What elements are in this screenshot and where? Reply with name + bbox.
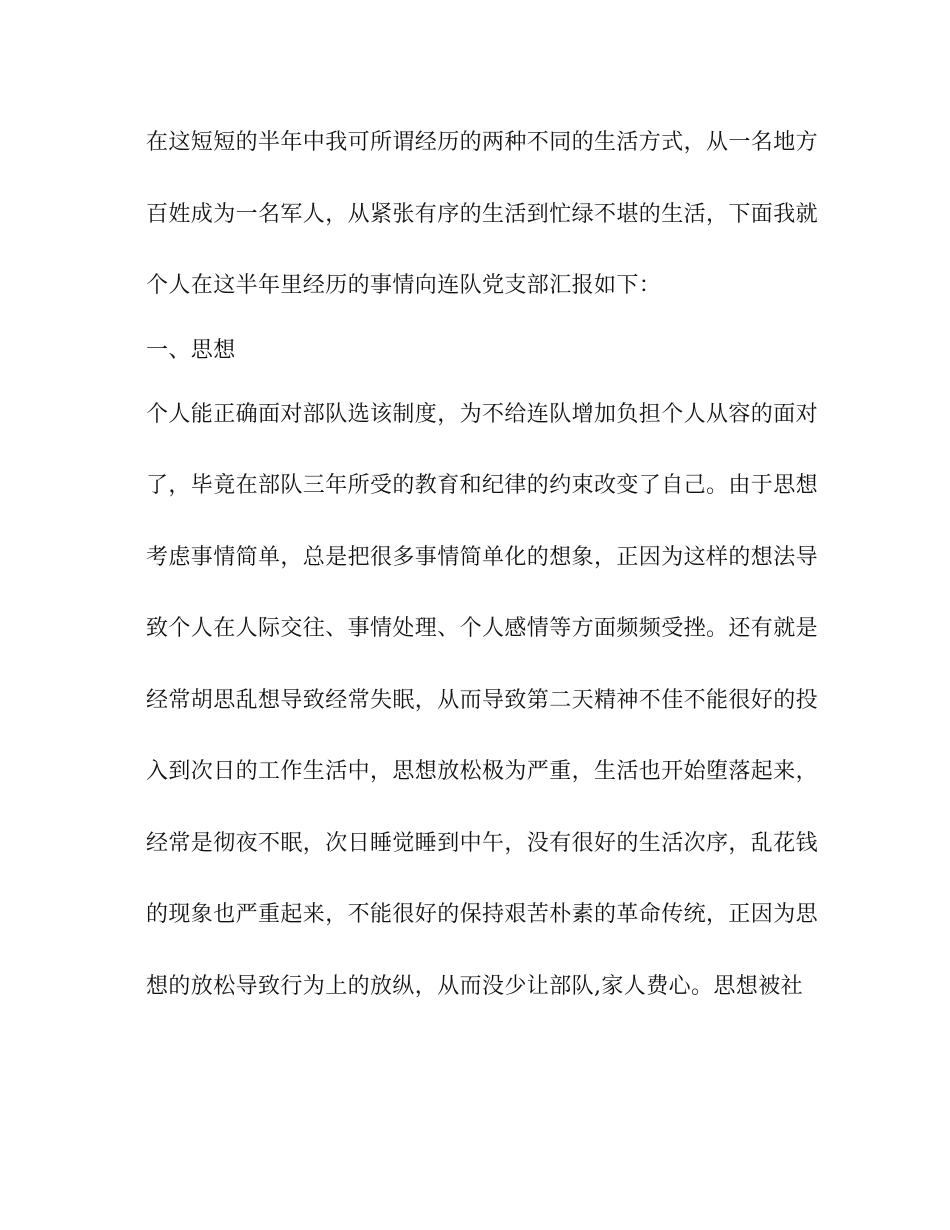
paragraph-line: 考虑事情简单，总是把很多事情简单化的想象，正因为这样的想法导 — [146, 545, 819, 570]
paragraph-line: 了，毕竟在部队三年所受的教育和纪律的约束改变了自己。由于思想 — [146, 473, 819, 498]
paragraph-line: 百姓成为一名军人，从紧张有序的生活到忙绿不堪的生活，下面我就 — [146, 202, 819, 227]
paragraph-line: 个人在这半年里经历的事情向连队党支部汇报如下： — [146, 273, 662, 298]
paragraph-line: 的现象也严重起来，不能很好的保持艰苦朴素的革命传统，正因为思 — [146, 902, 819, 927]
paragraph-line: 入到次日的工作生活中，思想放松极为严重，生活也开始堕落起来， — [146, 759, 819, 784]
paragraph-line: 经常胡思乱想导致经常失眠，从而导致第二天精神不佳不能很好的投 — [146, 688, 819, 713]
section-heading: 一、思想 — [146, 338, 236, 363]
paragraph-line: 想的放松导致行为上的放纵，从而没少让部队,家人费心。思想被社 — [146, 974, 803, 999]
paragraph-line: 在这短短的半年中我可所谓经历的两种不同的生活方式，从一名地方 — [146, 130, 819, 155]
paragraph-line: 经常是彻夜不眠，次日睡觉睡到中午，没有很好的生活次序，乱花钱 — [146, 831, 819, 856]
paragraph-line: 致个人在人际交往、事情处理、个人感情等方面频频受挫。还有就是 — [146, 616, 819, 641]
paragraph-line: 个人能正确面对部队选该制度，为不给连队增加负担个人从容的面对 — [146, 402, 819, 427]
